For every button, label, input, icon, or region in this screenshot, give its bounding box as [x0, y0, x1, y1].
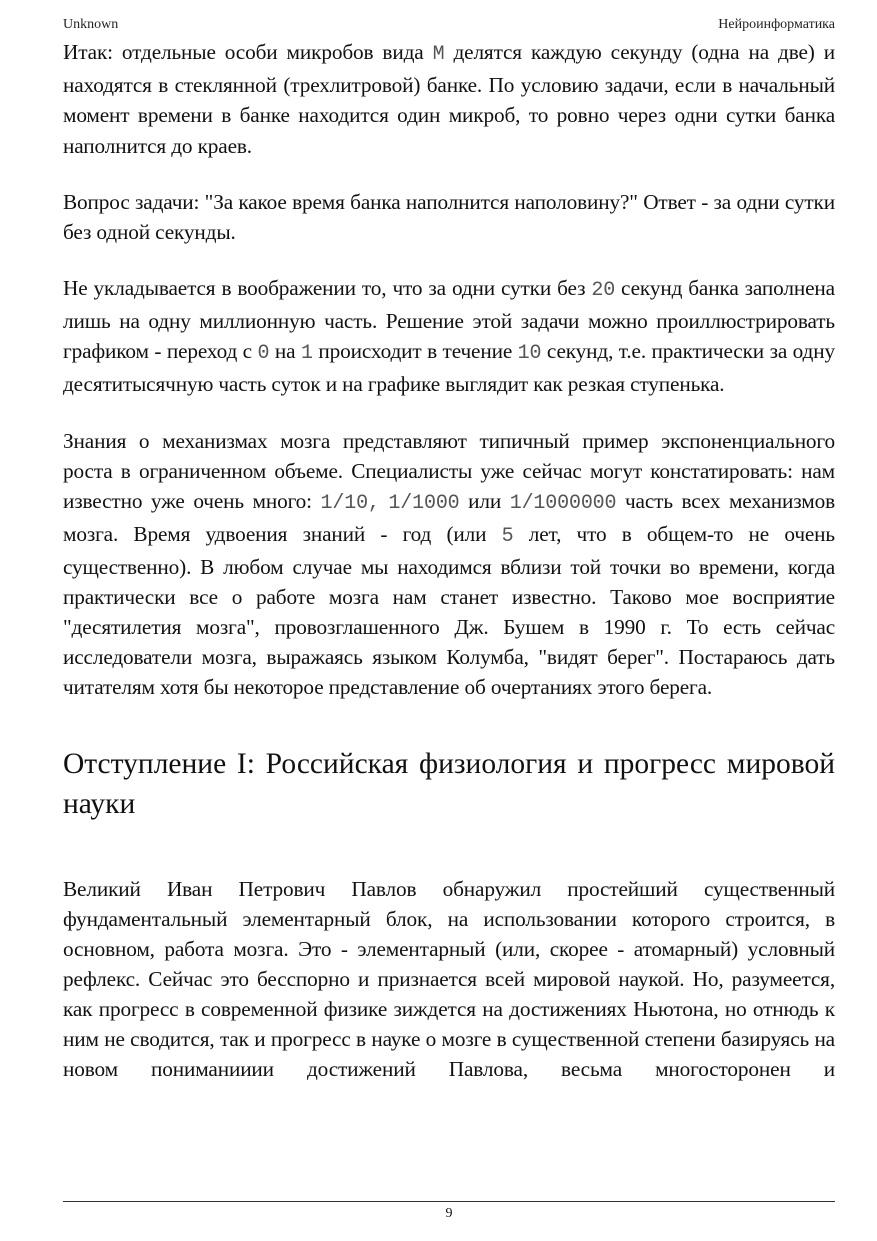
paragraph-text: Великий Иван Петрович Павлов обнаружил простейший существенный фундаментальный элементарный блок, на использовании которого строится, в основном, работа мозга. Это - элементарный (или, скорее - атомарный) условный рефлекс. Сейчас это бесспорно и признается всей мировой наукой. Но, разумеется, как прогресс в современной физике зиждется на достижениях Ньютона, но отнюдь к ним не сводится, так и прогресс в науке о мозге в существенной степени базируясь на новом пониманииии достижений Павлова, весьма многосторонен и: [63, 876, 835, 1081]
inline-code: 1/1000: [388, 491, 460, 515]
paragraph-microbes: [63, 37, 835, 161]
running-header: [63, 16, 835, 34]
inline-code: 1/10,: [320, 491, 380, 515]
inline-code: 5: [501, 524, 514, 548]
header-author: Unknown: [63, 17, 119, 32]
section-heading: Отступление I: Российская физиология и прогресс мировой науки: [63, 747, 835, 820]
inline-code: 10: [517, 342, 542, 366]
paragraph-text: секунд, т.е. практически за одну десятитысячную часть суток и на графике выглядит как резкая ступенька.: [63, 339, 835, 397]
paragraph-text: делятся каждую секунду (одна на две) и находятся в стеклянной (трехлитровой) банке. По условию задачи, если в начальный момент времени в банке находится один микроб, то ровно через одни сутки банка наполнится до краев.: [63, 40, 835, 158]
paragraph-text: на: [269, 339, 301, 364]
paragraph-text: Итак: отдельные особи микробов вида: [63, 40, 433, 64]
paragraph-text: лет, что в общем-то не очень существенно). В любом случае мы находимся вблизи той точки во времени, когда практически все о работе мозга нам станет известно. Таково мое восприятие "десятилетия мозга", провозглашенного Дж. Бушем в 1990 г. То есть сейчас исследователи мозга, выражаясь языком Колумба, "видят берег". Постараюсь дать читателям хотя бы некоторое представление об очертаниях этого берега.: [63, 521, 835, 699]
inline-code: 1: [301, 342, 313, 366]
inline-code: 0: [257, 342, 270, 366]
page-content: [63, 37, 835, 1110]
paragraph-question: [63, 187, 835, 247]
footer-divider: [63, 1201, 835, 1202]
paragraph-pavlov: [63, 874, 835, 1084]
paragraph-text: часть всех механизмов мозга. Время удвоения знаний - год (или: [63, 488, 835, 546]
inline-code: M: [432, 43, 445, 66]
paragraph-text: происходит в течение: [312, 339, 518, 364]
paragraph-text: Не укладывается в воображении то, что за одни сутки без: [63, 275, 592, 300]
paragraph-text: Вопрос задачи: "За какое время банка наполнится наполовину?" Ответ - за одни сутки без одной секунды.: [63, 189, 835, 244]
paragraph-brain-knowledge: [63, 426, 835, 702]
page-number: 9: [445, 1206, 453, 1221]
document-page: [63, 0, 835, 1241]
paragraph-imagination: [63, 273, 835, 400]
header-book-title: Нейроинформатика: [718, 17, 835, 32]
paragraph-text: Знания о механизмах мозга представляют типичный пример экспоненциального роста в ограниченном объеме. Специалисты уже сейчас могут констатировать: нам известно уже очень много:: [63, 428, 835, 513]
paragraph-text: или: [459, 488, 510, 513]
inline-code: 20: [591, 278, 616, 302]
paragraph-text: секунд банка заполнена лишь на одну миллионную часть. Решение этой задачи можно проиллюстрировать графиком - переход с: [63, 275, 835, 364]
inline-code: 1/1000000: [509, 491, 617, 515]
